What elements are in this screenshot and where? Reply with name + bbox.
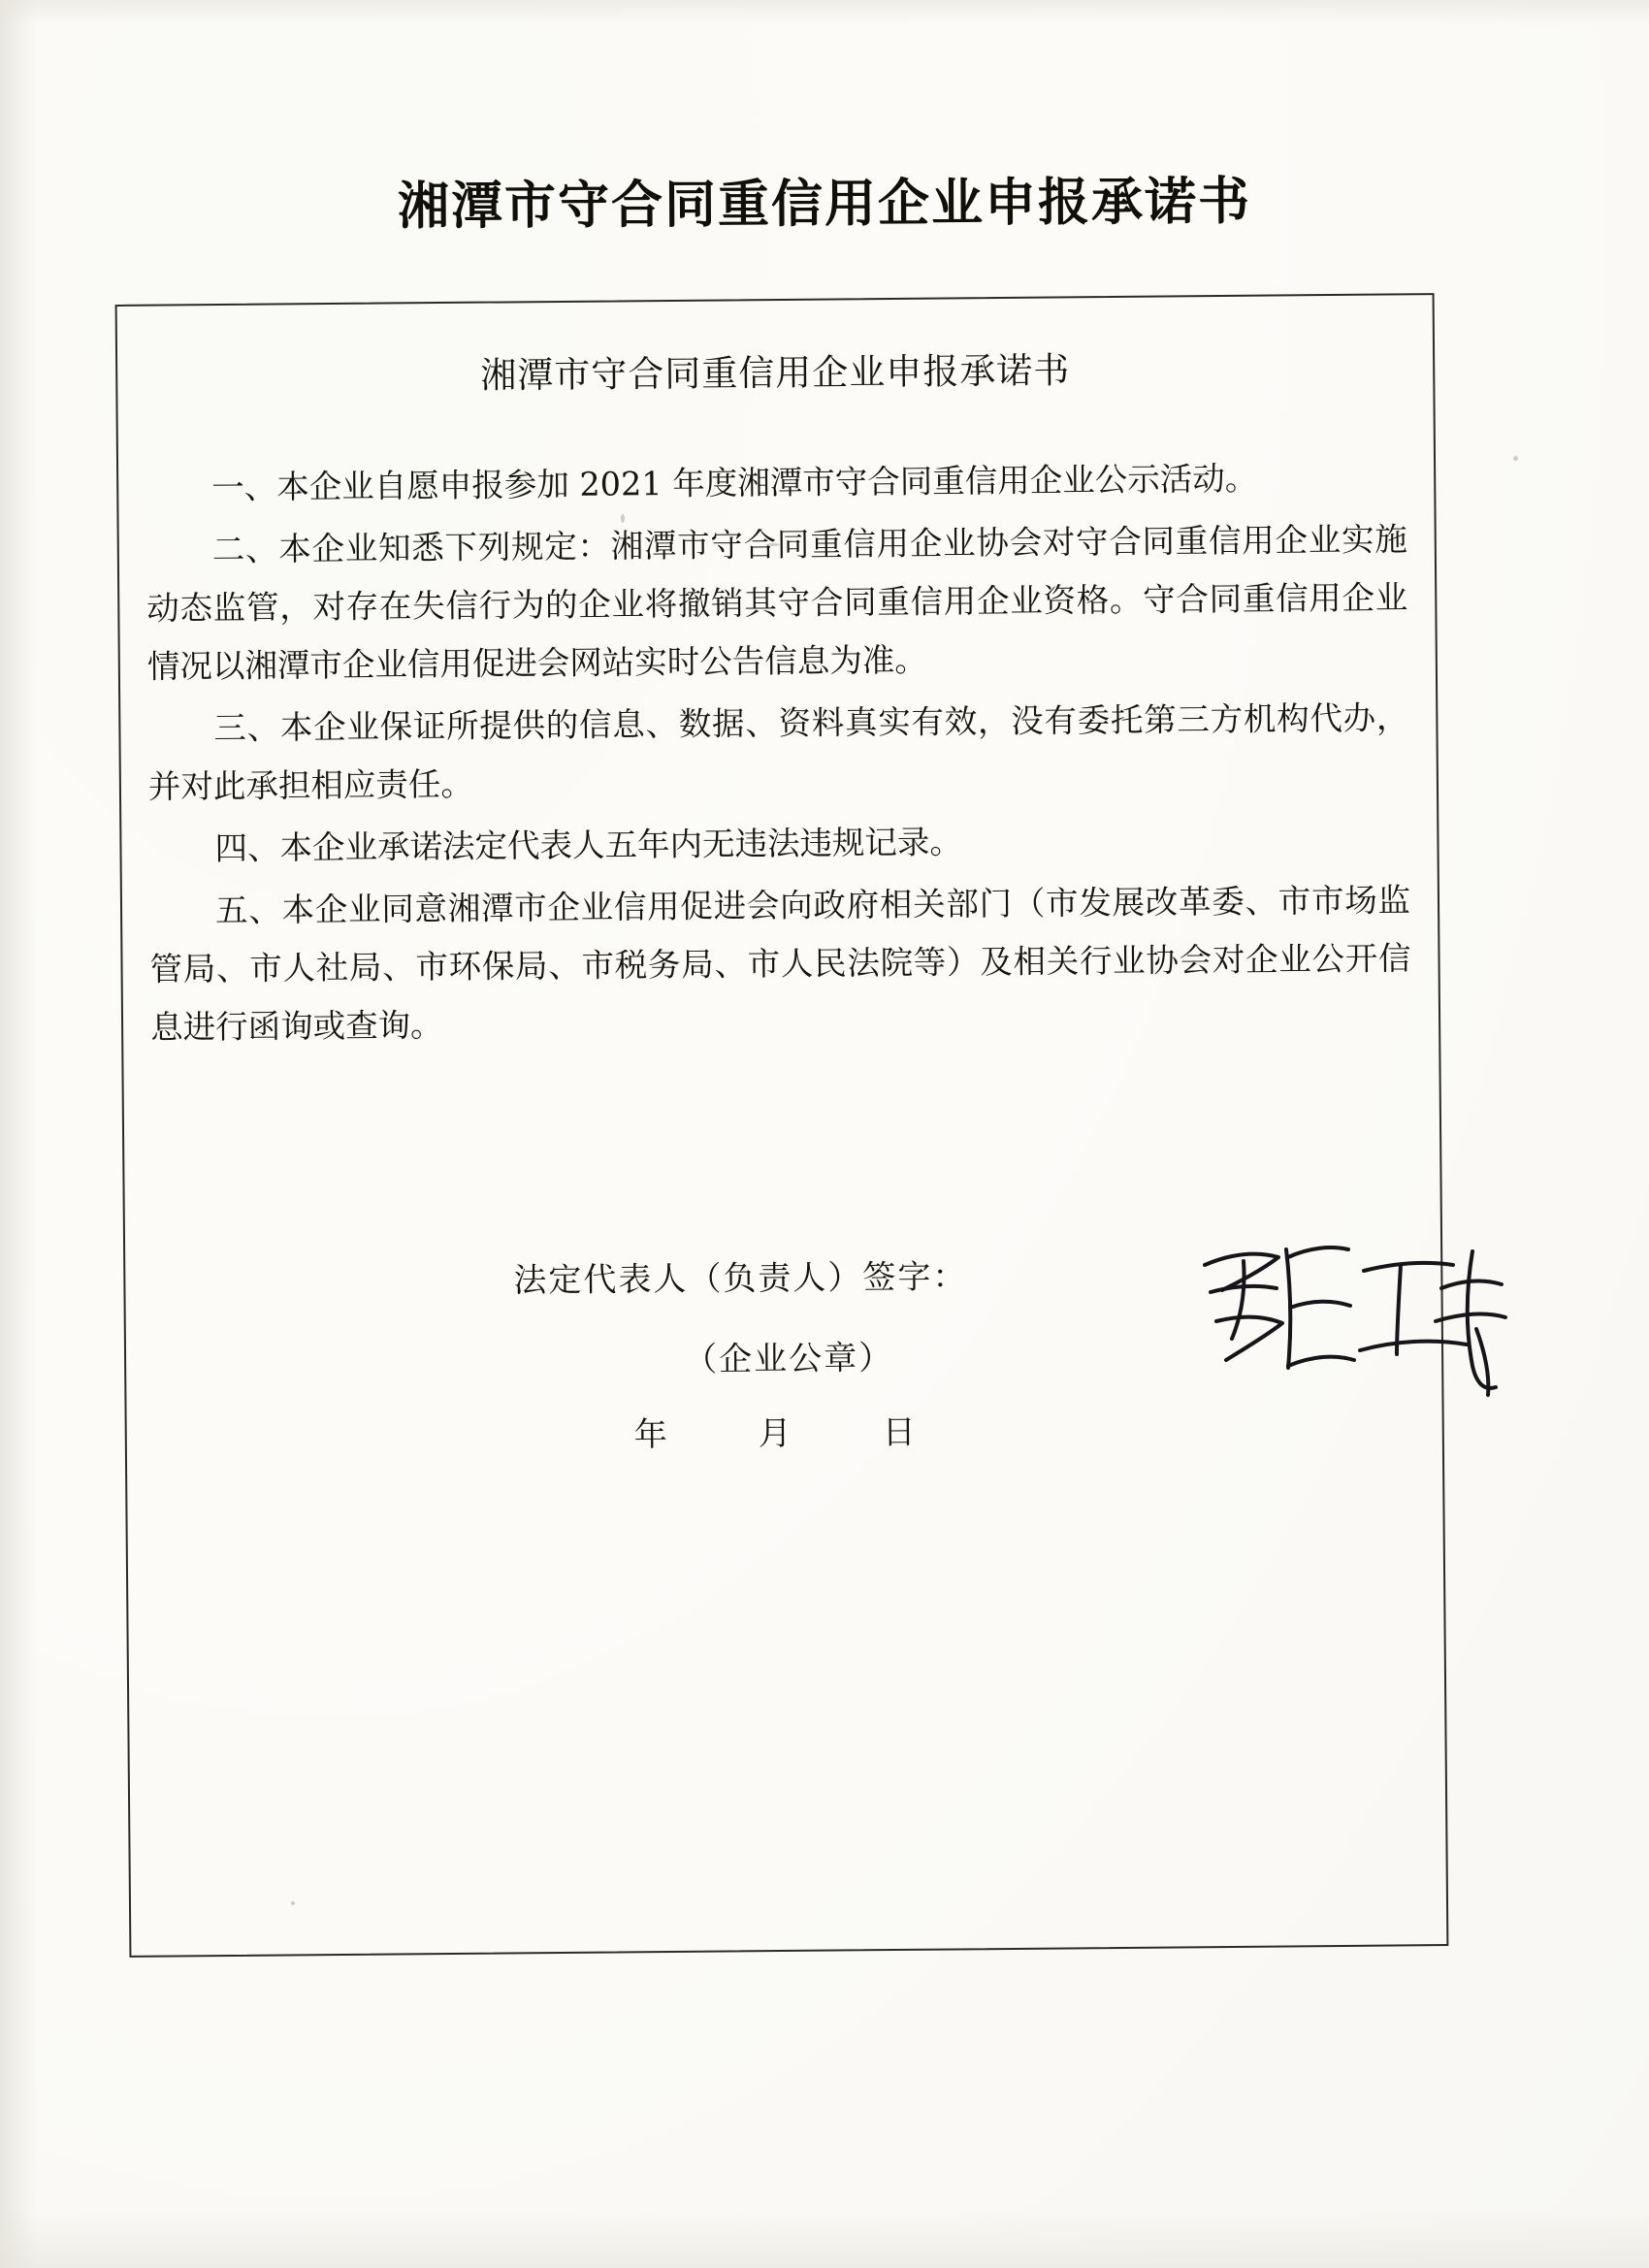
page-title: 湘潭市守合同重信用企业申报承诺书 [397, 171, 1252, 237]
signature-label: 法定代表人（负责人）签字： [513, 1257, 968, 1301]
document-frame [115, 293, 1449, 1958]
clause-list [146, 448, 1411, 1060]
date-label: 年 月 日 [633, 1412, 945, 1455]
clause-item: 五、本企业同意湘潭市企业信用促进会向政府相关部门（市发展改革委、市市场监管局、市人社局、市环保局、市税务局、市人民法院等）及相关行业协会对企业公开信息进行函询或查询。 [149, 881, 1411, 1047]
clause-item: 三、本企业保证所提供的信息、数据、资料真实有效，没有委托第三方机构代办，并对此承担相应责任。 [147, 698, 1409, 806]
document-body [117, 295, 1447, 1956]
scan-shadow-bottom [0, 2210, 1649, 2268]
clause-item: 一、本企业自愿申报参加 2021 年度湘潭市守合同重信用企业公示活动。 [211, 459, 1258, 507]
document-inner-title: 湘潭市守合同重信用企业申报承诺书 [480, 349, 1071, 397]
signature-block [125, 1246, 1442, 1460]
paper-speck [1513, 456, 1518, 461]
scan-shadow-top [0, 0, 1649, 25]
scan-shadow-left [0, 0, 37, 2268]
clause-item: 四、本企业承诺法定代表人五年内无违法违规记录。 [214, 823, 963, 868]
company-seal-label: （企业公章） [683, 1339, 894, 1379]
clause-item: 二、本企业知悉下列规定：湘潭市守合同重信用企业协会对守合同重信用企业实施动态监管，对存在失信行为的企业将撤销其守合同重信用企业资格。守合同重信用企业情况以湘潭市企业信用促进会网站实时公告信息为准。 [146, 520, 1408, 686]
